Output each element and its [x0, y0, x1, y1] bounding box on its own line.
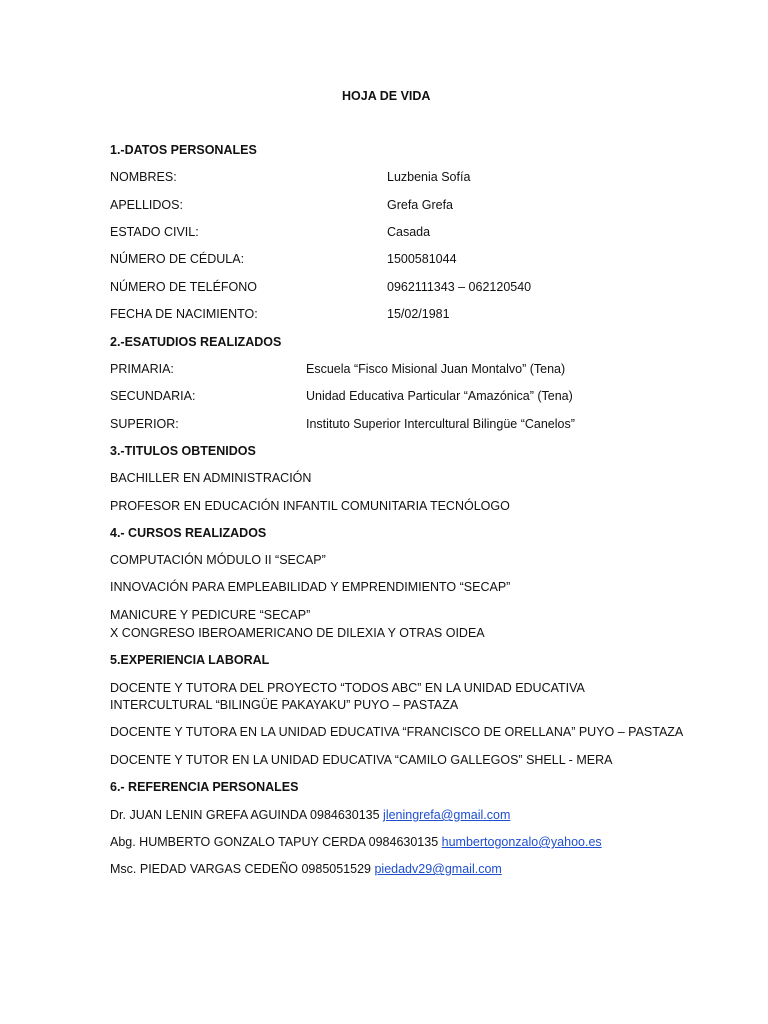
course-item: X CONGRESO IBEROAMERICANO DE DILEXIA Y OTRAS OIDEA — [110, 626, 485, 640]
reference-email-link[interactable]: humbertogonzalo@yahoo.es — [441, 835, 602, 849]
value-estado-civil: Casada — [387, 225, 431, 239]
label-estado-civil: ESTADO CIVIL: — [110, 225, 199, 239]
reference-text: Abg. HUMBERTO GONZALO TAPUY CERDA 0984630135 — [110, 835, 442, 849]
label-fecha-nacimiento: FECHA DE NACIMIENTO: — [110, 307, 258, 321]
section-heading-experience: 5.EXPERIENCIA LABORAL — [110, 653, 270, 667]
course-item: INNOVACIÓN PARA EMPLEABILIDAD Y EMPRENDIMIENTO “SECAP” — [110, 580, 511, 594]
experience-item-continued: INTERCULTURAL “BILINGÜE PAKAYAKU” PUYO – PASTAZA — [110, 698, 459, 712]
value-telefono: 0962111343 – 062120540 — [387, 280, 532, 294]
reference-item — [110, 807, 510, 823]
reference-item — [110, 861, 502, 877]
value-secundaria: Unidad Educativa Particular “Amazónica” (Tena) — [306, 389, 573, 403]
section-heading-studies: 2.-ESATUDIOS REALIZADOS — [110, 335, 282, 349]
value-primaria: Escuela “Fisco Misional Juan Montalvo” (Tena) — [306, 362, 566, 376]
section-heading-references: 6.- REFERENCIA PERSONALES — [110, 780, 299, 794]
label-cedula: NÚMERO DE CÉDULA: — [110, 252, 245, 266]
value-cedula: 1500581044 — [387, 252, 457, 266]
reference-item — [110, 834, 602, 850]
reference-email-link[interactable]: piedadv29@gmail.com — [374, 862, 502, 876]
experience-item: DOCENTE Y TUTORA DEL PROYECTO “TODOS ABC” EN LA UNIDAD EDUCATIVA — [110, 681, 585, 695]
label-primaria: PRIMARIA: — [110, 362, 174, 376]
title-item: BACHILLER EN ADMINISTRACIÓN — [110, 471, 312, 485]
value-fecha-nacimiento: 15/02/1981 — [387, 307, 450, 321]
label-secundaria: SECUNDARIA: — [110, 389, 196, 403]
label-nombres: NOMBRES: — [110, 170, 177, 184]
label-telefono: NÚMERO DE TELÉFONO — [110, 280, 258, 294]
section-heading-courses: 4.- CURSOS REALIZADOS — [110, 526, 267, 540]
label-apellidos: APELLIDOS: — [110, 198, 183, 212]
reference-text: Msc. PIEDAD VARGAS CEDEÑO 0985051529 — [110, 862, 375, 876]
label-superior: SUPERIOR: — [110, 417, 179, 431]
section-heading-personal: 1.-DATOS PERSONALES — [110, 143, 257, 157]
value-nombres: Luzbenia Sofía — [387, 170, 471, 184]
title-item: PROFESOR EN EDUCACIÓN INFANTIL COMUNITARIA TECNÓLOGO — [110, 499, 510, 513]
value-apellidos: Grefa Grefa — [387, 198, 453, 212]
course-item: COMPUTACIÓN MÓDULO II “SECAP” — [110, 553, 326, 567]
section-heading-titles: 3.-TITULOS OBTENIDOS — [110, 444, 256, 458]
experience-item: DOCENTE Y TUTOR EN LA UNIDAD EDUCATIVA “CAMILO GALLEGOS” SHELL - MERA — [110, 753, 613, 767]
experience-item: DOCENTE Y TUTORA EN LA UNIDAD EDUCATIVA “FRANCISCO DE ORELLANA” PUYO – PASTAZA — [110, 725, 684, 739]
reference-email-link[interactable]: jleningrefa@gmail.com — [383, 808, 511, 822]
document-title: HOJA DE VIDA — [342, 89, 431, 103]
value-superior: Instituto Superior Intercultural Bilingüe “Canelos” — [306, 417, 575, 431]
course-item: MANICURE Y PEDICURE “SECAP” — [110, 608, 311, 622]
reference-text: Dr. JUAN LENIN GREFA AGUINDA 0984630135 — [110, 808, 384, 822]
